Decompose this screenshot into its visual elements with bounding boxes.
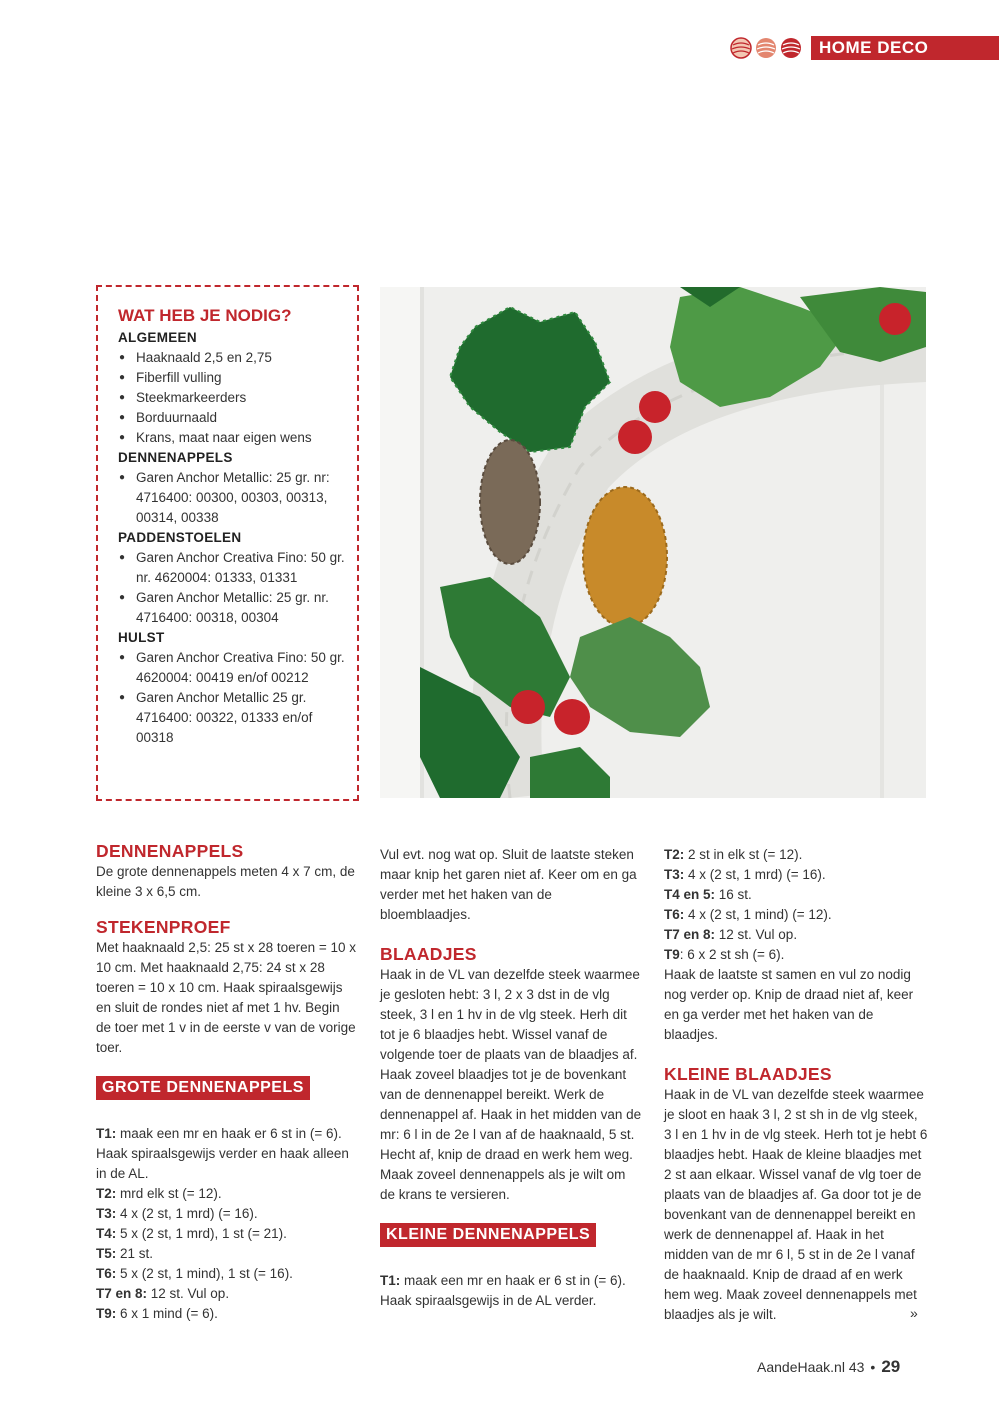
yarn-balls-icon [729, 36, 805, 60]
list-item: ● Steekmarkeerders [118, 388, 350, 408]
pattern-row [96, 1284, 358, 1304]
magazine-name: AandeHaak.nl 43 [757, 1359, 865, 1375]
kleine-blaadjes-text: Haak in de VL van dezelfde steek waarmee je sloot en haak 3 l, 2 st sh in de vlg steek, 3 l en 1 hv in de vlg steek. Herh tot je hebt 6 blaadjes hebt. Haak de kleine blaadjes met 2 st aan elkaar. Wissel vanaf de vlg toer de plaats van de blaadjes af. Ga door tot je de bovenkant van de dennenappel bereikt en werk de dennenappel af. Haak in het midden van de mr 6 l, 5 st in de 2e l vanaf de haaknaald. Knip de draad af en werk hem weg. Maak zoveel dennenappels met blaadjes als je wilt. [664, 1087, 928, 1322]
wreath-photo [380, 287, 926, 798]
pattern-row [664, 945, 928, 965]
row-text: 4 x (2 st, 1 mind) (= 12). [684, 907, 832, 922]
pattern-row [96, 1184, 358, 1204]
grote-dennenappels-heading: GROTE DENNENAPPELS [96, 1076, 310, 1100]
materials-list [118, 648, 350, 748]
stekenproef-text: Met haaknaald 2,5: 25 st x 28 toeren = 10 x 10 cm. Met haaknaald 2,75: 24 st x 28 toeren = 10 x 10 cm. Haak spiraalsgewijs en sluit de rondes niet af met 1 hv. Begin de toer met 1 v in de eerste v van de vorige toer. [96, 940, 357, 1055]
list-item: ● Borduurnaald [118, 408, 350, 428]
kleine-blaadjes-heading: KLEINE BLAADJES [664, 1064, 832, 1084]
row-label: T4: [96, 1226, 117, 1241]
row-text: 6 x 1 mind (= 6). [116, 1306, 218, 1321]
list-item: ● Haaknaald 2,5 en 2,75 [118, 348, 350, 368]
row-label: T6: [664, 907, 685, 922]
pattern-row [96, 1244, 358, 1264]
list-item: ● Garen Anchor Creativa Fino: 50 gr. 4620004: 00419 en/of 00212 [118, 648, 350, 688]
materials-box [96, 285, 359, 801]
blaadjes-text: Haak in de VL van dezelfde steek waarmee je gesloten hebt: 3 l, 2 x 3 dst in de vlg steek, 3 l en 1 hv in de vlg steek. Herh dit tot je 6 blaadjes hebt. Wissel vanaf de volgende toer de plaats van de blaadjes af. Haak zoveel blaadjes tot je de bovenkant van de dennenappel bereikt. Werk de dennenappel af. Haak in het midden van de mr: 6 l in de 2e l van af de haaknaald, 5 st. Hecht af, knip de draad en werk hem weg. Maak zoveel dennenappels als je wilt om de krans te versieren. [380, 967, 642, 1202]
list-item: ● Garen Anchor Metallic: 25 gr. nr. 4716400: 00318, 00304 [118, 588, 350, 628]
materials-list [118, 468, 350, 528]
row-label: T6: [96, 1266, 117, 1281]
materials-title: WAT HEB JE NODIG? [118, 306, 292, 325]
footer-bullet: • [870, 1359, 876, 1375]
list-item: ● Garen Anchor Creativa Fino: 50 gr. nr. 4620004: 01333, 01331 [118, 548, 350, 588]
after-text: Haak de laatste st samen en vul zo nodig nog verder op. Knip de draad niet af, keer en ga verder met het haken van de blaadjes. [664, 967, 914, 1042]
row-text: maak een mr en haak er 6 st in (= 6). Haak spiraalsgewijs verder en haak alleen in de AL. [96, 1126, 349, 1181]
row-label: T9: [96, 1306, 117, 1321]
pattern-row [96, 1264, 358, 1284]
pattern-row [664, 885, 928, 905]
pattern-row [664, 845, 928, 865]
row-text: 4 x (2 st, 1 mrd) (= 16). [684, 867, 826, 882]
row-text: 21 st. [116, 1246, 154, 1261]
row-text: 4 x (2 st, 1 mrd) (= 16). [116, 1206, 258, 1221]
row-label: T4 en 5: [664, 887, 716, 902]
row-label: T3: [664, 867, 685, 882]
row-text: 12 st. Vul op. [147, 1286, 230, 1301]
pattern-row [380, 1271, 642, 1311]
pattern-row [96, 1124, 358, 1184]
list-item: ● Garen Anchor Metallic: 25 gr. nr: 4716400: 00300, 00303, 00313, 00314, 00338 [118, 468, 350, 528]
pattern-row [664, 925, 928, 945]
row-label: T7 en 8: [96, 1286, 148, 1301]
intro-text: Vul evt. nog wat op. Sluit de laatste steken maar knip het garen niet af. Keer om en ga verder met het haken van de bloemblaadjes. [380, 847, 637, 922]
column-1 [96, 840, 358, 1324]
page-number: 29 [881, 1357, 901, 1376]
row-text: mrd elk st (= 12). [116, 1186, 222, 1201]
list-item: ● Garen Anchor Metallic 25 gr. 4716400: 00322, 01333 en/of 00318 [118, 688, 350, 748]
pattern-row [664, 865, 928, 885]
row-text: 12 st. Vul op. [715, 927, 798, 942]
row-text: maak een mr en haak er 6 st in (= 6). Haak spiraalsgewijs in de AL verder. [380, 1273, 626, 1308]
section-tag: HOME DECO [811, 36, 999, 60]
list-item: ● Krans, maat naar eigen wens [118, 428, 350, 448]
materials-group-heading: HULST [118, 630, 165, 645]
row-text: 5 x (2 st, 1 mrd), 1 st (= 21). [116, 1226, 287, 1241]
stekenproef-heading: STEKENPROEF [96, 917, 231, 937]
row-label: T2: [664, 847, 685, 862]
kleine-dennenappels-heading: KLEINE DENNENAPPELS [380, 1223, 596, 1247]
row-label: T9 [664, 947, 680, 962]
row-text: 5 x (2 st, 1 mind), 1 st (= 16). [116, 1266, 293, 1281]
row-label: T3: [96, 1206, 117, 1221]
row-text: : 6 x 2 st sh (= 6). [679, 947, 785, 962]
pattern-row [96, 1204, 358, 1224]
page-footer [757, 1357, 932, 1377]
row-text: 16 st. [715, 887, 752, 902]
column-2 [380, 845, 642, 1311]
row-label: T2: [96, 1186, 117, 1201]
pattern-row [96, 1224, 358, 1244]
materials-list [118, 548, 350, 628]
blaadjes-heading: BLAADJES [380, 944, 477, 964]
row-text: 2 st in elk st (= 12). [684, 847, 803, 862]
materials-group-heading: ALGEMEEN [118, 330, 197, 345]
dennenappels-text: De grote dennenappels meten 4 x 7 cm, de kleine 3 x 6,5 cm. [96, 864, 355, 899]
row-label: T5: [96, 1246, 117, 1261]
materials-list [118, 348, 350, 448]
dennenappels-heading: DENNENAPPELS [96, 841, 244, 861]
pattern-row [664, 905, 928, 925]
pattern-row [96, 1304, 358, 1324]
row-label: T1: [96, 1126, 117, 1141]
column-3 [664, 845, 928, 1325]
row-label: T7 en 8: [664, 927, 716, 942]
list-item: ● Fiberfill vulling [118, 368, 350, 388]
materials-group-heading: DENNENAPPELS [118, 450, 233, 465]
materials-group-heading: PADDENSTOELEN [118, 530, 242, 545]
continue-marker: » [910, 1305, 918, 1321]
row-label: T1: [380, 1273, 401, 1288]
